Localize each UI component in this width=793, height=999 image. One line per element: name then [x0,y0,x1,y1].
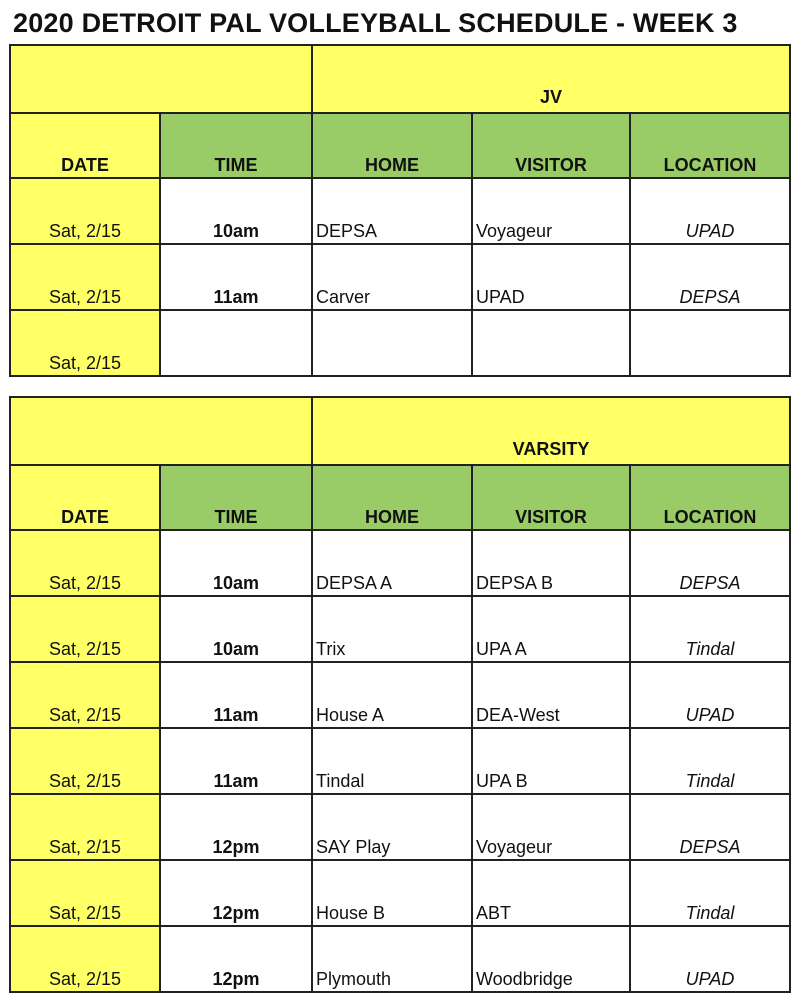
visitor-team-cell: UPAD [472,244,630,310]
visitor-team-cell: Voyageur [472,794,630,860]
date-cell: Sat, 2/15 [10,178,160,244]
visitor-team-cell: ABT [472,860,630,926]
home-team-cell: Tindal [312,728,472,794]
home-team-cell: Plymouth [312,926,472,992]
varsity-corner-cell [10,397,312,465]
table-row [10,244,790,310]
time-column-header: TIME [160,465,312,530]
visitor-team-cell: Voyageur [472,178,630,244]
table-row [10,596,790,662]
date-column-header: DATE [10,113,160,178]
table-row [10,530,790,596]
varsity-schedule-table [9,396,791,993]
time-cell: 11am [160,244,312,310]
location-cell: DEPSA [630,794,790,860]
location-cell: UPAD [630,178,790,244]
location-column-header: LOCATION [630,113,790,178]
table-row [10,794,790,860]
jv-schedule-table [9,44,791,377]
time-cell: 10am [160,596,312,662]
home-team-cell: House B [312,860,472,926]
date-cell: Sat, 2/15 [10,794,160,860]
date-column-header: DATE [10,465,160,530]
home-team-cell: DEPSA A [312,530,472,596]
date-cell: Sat, 2/15 [10,244,160,310]
visitor-column-header: VISITOR [472,465,630,530]
visitor-team-cell: UPA A [472,596,630,662]
visitor-team-cell: Woodbridge [472,926,630,992]
time-cell: 10am [160,178,312,244]
table-row [10,728,790,794]
location-cell: UPAD [630,662,790,728]
visitor-column-header: VISITOR [472,113,630,178]
table-row [10,310,790,376]
location-cell: Tindal [630,596,790,662]
jv-corner-cell [10,45,312,113]
date-cell: Sat, 2/15 [10,596,160,662]
visitor-team-cell [472,310,630,376]
home-team-cell [312,310,472,376]
home-team-cell: House A [312,662,472,728]
home-column-header: HOME [312,465,472,530]
home-team-cell: SAY Play [312,794,472,860]
time-cell: 10am [160,530,312,596]
location-cell: UPAD [630,926,790,992]
page-title: 2020 DETROIT PAL VOLLEYBALL SCHEDULE - WEEK 3 [13,8,738,38]
date-cell: Sat, 2/15 [10,662,160,728]
date-cell: Sat, 2/15 [10,530,160,596]
table-row [10,926,790,992]
location-column-header: LOCATION [630,465,790,530]
date-cell: Sat, 2/15 [10,310,160,376]
time-cell: 12pm [160,794,312,860]
varsity-level-header: VARSITY [312,397,790,465]
location-cell: Tindal [630,860,790,926]
time-cell [160,310,312,376]
visitor-team-cell: DEPSA B [472,530,630,596]
home-column-header: HOME [312,113,472,178]
date-cell: Sat, 2/15 [10,926,160,992]
location-cell: DEPSA [630,530,790,596]
table-row [10,860,790,926]
home-team-cell: Trix [312,596,472,662]
visitor-team-cell: UPA B [472,728,630,794]
location-cell: DEPSA [630,244,790,310]
date-cell: Sat, 2/15 [10,860,160,926]
time-cell: 11am [160,728,312,794]
varsity-rows [10,530,790,992]
time-column-header: TIME [160,113,312,178]
jv-level-header: JV [312,45,790,113]
visitor-team-cell: DEA-West [472,662,630,728]
location-cell [630,310,790,376]
time-cell: 12pm [160,926,312,992]
location-cell: Tindal [630,728,790,794]
home-team-cell: DEPSA [312,178,472,244]
table-row [10,662,790,728]
jv-rows [10,178,790,376]
table-row [10,178,790,244]
date-cell: Sat, 2/15 [10,728,160,794]
time-cell: 11am [160,662,312,728]
time-cell: 12pm [160,860,312,926]
home-team-cell: Carver [312,244,472,310]
